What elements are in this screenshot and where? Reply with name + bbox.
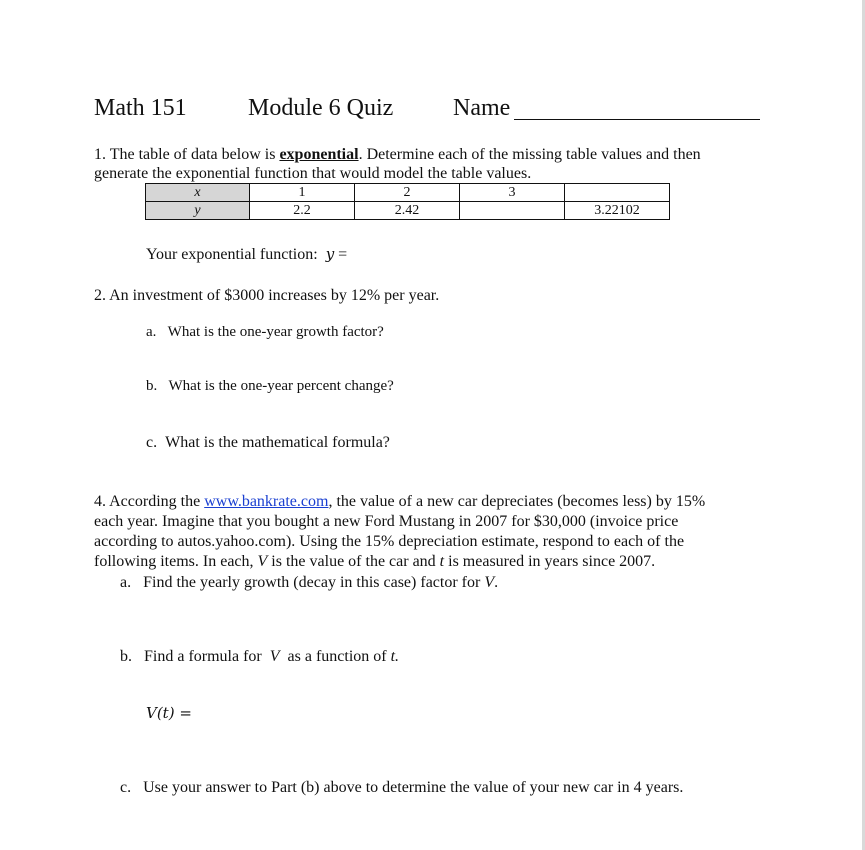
table-row-y [146, 202, 670, 220]
table-cell: 2.2 [250, 202, 355, 220]
table-cell: 3.22102 [565, 202, 670, 220]
q2-text: 2. An investment of $3000 increases by 12% per year. [94, 287, 440, 304]
q4-line-2: each year. Imagine that you bought a new Ford Mustang in 2007 for $30,000 (invoice price [94, 513, 679, 530]
q1-data-table [145, 183, 670, 220]
q2-item-c: c. What is the mathematical formula? [146, 434, 390, 451]
q4-formula: V(t) = [146, 704, 192, 722]
row-label-x: x [146, 184, 250, 202]
course-title: Math 151 [94, 95, 187, 121]
q1-line-1: 1. The table of data below is exponential. Determine each of the missing table values and then [94, 146, 701, 163]
q1-function-lhs: y [325, 245, 335, 263]
q4-item-a: a. Find the yearly growth (decay in this case) factor for V. [120, 574, 499, 591]
q1-line-2: generate the exponential function that would model the table values. [94, 165, 532, 182]
q4-line-1: 4. According the www.bankrate.com, the value of a new car depreciates (becomes less) by 15% [94, 493, 706, 510]
quiz-title: Module 6 Quiz [248, 95, 394, 121]
bankrate-link[interactable]: www.bankrate.com [204, 493, 329, 510]
table-cell: 1 [250, 184, 355, 202]
q4-item-b: b. Find a formula for V as a function of t. [120, 648, 400, 665]
q1-function-prompt: Your exponential function: y = [146, 245, 348, 263]
q4-line-4: following items. In each, V is the value of the car and t is measured in years since 2007. [94, 553, 656, 570]
q2-item-b: b. What is the one-year percent change? [146, 378, 394, 394]
table-cell: 2 [355, 184, 460, 202]
q1-emphasis: exponential [279, 146, 359, 163]
table-cell [460, 202, 565, 220]
table-cell: 2.42 [355, 202, 460, 220]
name-label: Name [453, 95, 511, 121]
q4-item-c: c. Use your answer to Part (b) above to determine the value of your new car in 4 years. [120, 779, 684, 796]
table-cell [565, 184, 670, 202]
row-label-y: y [146, 202, 250, 220]
table-row-x [146, 184, 670, 202]
table-cell: 3 [460, 184, 565, 202]
q4-line-3: according to autos.yahoo.com). Using the 15% depreciation estimate, respond to each of the [94, 533, 685, 550]
name-blank-line [514, 119, 760, 120]
q2-item-a: a. What is the one-year growth factor? [146, 324, 384, 340]
